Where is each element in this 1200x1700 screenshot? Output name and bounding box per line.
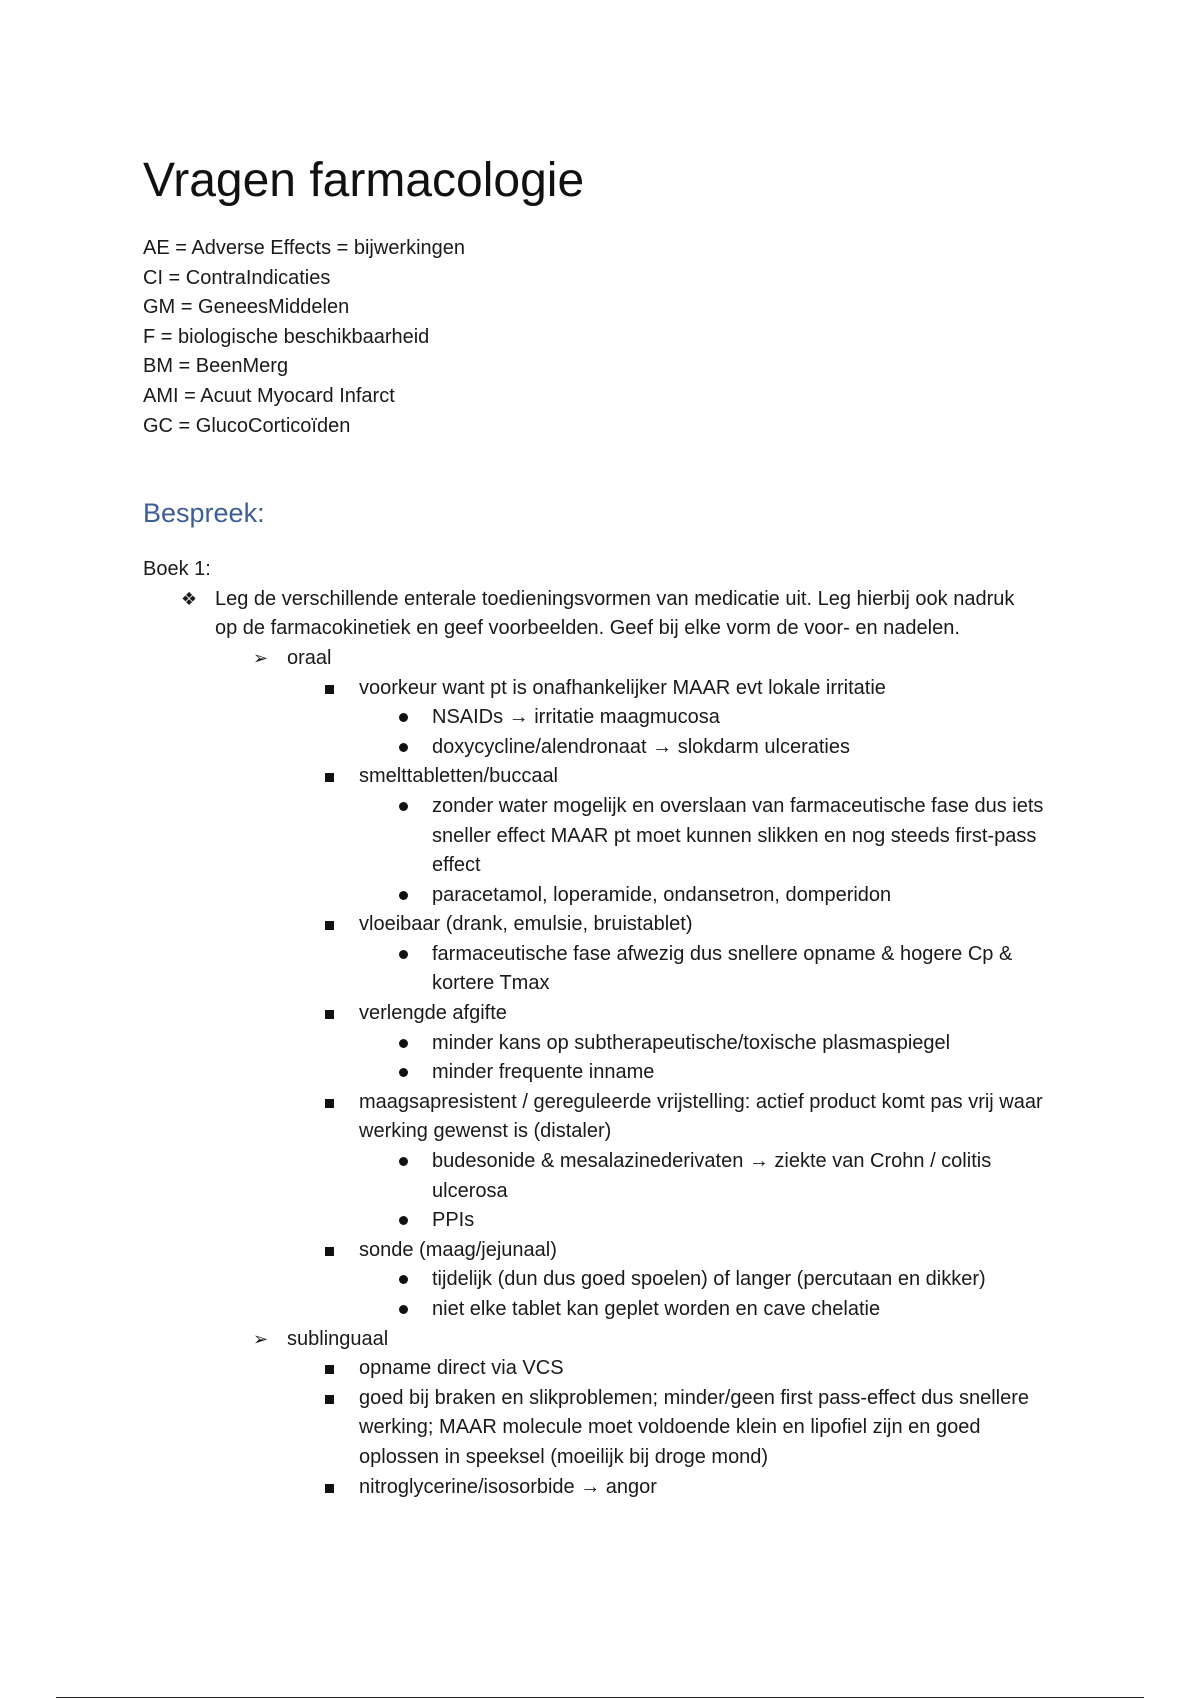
list-item xyxy=(359,674,1059,704)
list-item-oraal xyxy=(253,644,1063,674)
square-bullet-icon xyxy=(325,1395,334,1404)
round-bullet-icon xyxy=(399,1216,408,1225)
round-bullet-icon xyxy=(399,713,408,722)
list-item-text: minder kans op subtherapeutische/toxische plasmaspiegel xyxy=(432,1031,951,1054)
list-item xyxy=(432,1295,1062,1325)
list-item-label: oraal xyxy=(287,646,332,669)
diamond-bullet-icon: ❖ xyxy=(181,588,198,609)
section-heading: Bespreek: xyxy=(143,498,265,529)
list-item-text: sonde (maag/jejunaal) xyxy=(359,1238,557,1261)
round-bullet-icon xyxy=(399,743,408,752)
boek-label: Boek 1: xyxy=(143,558,211,581)
square-bullet-icon xyxy=(325,773,334,782)
list-item xyxy=(359,1384,1059,1473)
list-item xyxy=(432,703,1062,733)
list-item-label: sublinguaal xyxy=(287,1327,389,1350)
abbreviation-ami: AMI = Acuut Myocard Infarct xyxy=(143,384,395,407)
list-item xyxy=(359,762,1059,792)
list-item xyxy=(359,1088,1059,1147)
list-item xyxy=(432,733,1062,763)
list-item-text: niet elke tablet kan geplet worden en cave chelatie xyxy=(432,1298,881,1320)
round-bullet-icon xyxy=(399,891,408,900)
round-bullet-icon xyxy=(399,1039,408,1048)
list-item-text: minder frequente inname xyxy=(432,1061,655,1084)
list-item-text: tijdelijk (dun dus goed spoelen) of langer (percutaan en dikker) xyxy=(432,1268,986,1291)
round-bullet-icon xyxy=(399,1275,408,1284)
round-bullet-icon xyxy=(399,950,408,959)
list-item xyxy=(432,881,1062,911)
round-bullet-icon xyxy=(399,1305,408,1314)
list-item-text: paracetamol, loperamide, ondansetron, domperidon xyxy=(432,883,892,906)
page-divider xyxy=(56,1697,1144,1698)
page-title: Vragen farmacologie xyxy=(143,154,585,207)
list-item xyxy=(432,1206,1062,1236)
arrow-bullet-icon: ➢ xyxy=(253,647,269,668)
list-item-text: goed bij braken en slikproblemen; minder/geen first pass-effect dus snellere werking; MAAR molecule moet voldoende klein en lipofiel zijn en goed oplossen in speeksel (moeilijk bij droge mond) xyxy=(359,1386,1029,1468)
square-bullet-icon xyxy=(325,921,334,930)
round-bullet-icon xyxy=(399,802,408,811)
abbreviation-ae: AE = Adverse Effects = bijwerkingen xyxy=(143,237,466,259)
square-bullet-icon xyxy=(325,1365,334,1374)
question-item xyxy=(181,585,1035,644)
square-bullet-icon xyxy=(325,1247,334,1256)
document-page xyxy=(143,150,1063,1502)
list-item xyxy=(432,1265,1062,1295)
list-item-text: farmaceutische fase afwezig dus snellere opname & hogere Cp & kortere Tmax xyxy=(432,942,1013,995)
list-item-text: vloeibaar (drank, emulsie, bruistablet) xyxy=(359,913,693,936)
list-item-text: nitroglycerine/isosorbide → angor xyxy=(359,1475,657,1498)
list-item-text: verlengde afgifte xyxy=(359,1002,507,1025)
list-item xyxy=(432,940,1062,999)
list-item-text: voorkeur want pt is onafhankelijker MAAR evt lokale irritatie xyxy=(359,676,886,699)
list-item-text: budesonide & mesalazinederivaten → ziekte van Crohn / colitis ulcerosa xyxy=(432,1150,992,1202)
list-item-text: doxycycline/alendronaat → slokdarm ulceraties xyxy=(432,735,850,758)
abbreviation-list xyxy=(143,234,1063,441)
list-item xyxy=(359,1354,1059,1384)
abbreviation-ci: CI = ContraIndicaties xyxy=(143,266,331,289)
list-item-sublinguaal xyxy=(253,1325,1063,1355)
round-bullet-icon xyxy=(399,1157,408,1166)
list-item xyxy=(432,1029,1062,1059)
abbreviation-bm: BM = BeenMerg xyxy=(143,355,289,378)
list-item xyxy=(359,999,1059,1029)
square-bullet-icon xyxy=(325,1099,334,1108)
abbreviation-gc: GC = GlucoCorticoïden xyxy=(143,414,351,437)
abbreviation-gm: GM = GeneesMiddelen xyxy=(143,296,350,319)
list-item-text: maagsapresistent / gereguleerde vrijstelling: actief product komt pas vrij waar werking gewenst is (distaler) xyxy=(359,1090,1043,1143)
list-item-text: NSAIDs → irritatie maagmucosa xyxy=(432,706,720,729)
list-item-text: smelttabletten/buccaal xyxy=(359,765,559,788)
list-item-text: zonder water mogelijk en overslaan van farmaceutische fase dus iets sneller effect MAAR pt moet kunnen slikken en nog steeds first-pass effect xyxy=(432,794,1044,877)
list-item xyxy=(432,792,1062,881)
question-text: Leg de verschillende enterale toedieningsvormen van medicatie uit. Leg hierbij ook nadruk op de farmacokinetiek en geef voorbeelden. Geef bij elke vorm de voor- en nadelen. xyxy=(215,587,1015,640)
list-item xyxy=(432,1147,1062,1206)
list-item-text: PPIs xyxy=(432,1209,475,1232)
square-bullet-icon xyxy=(325,1010,334,1019)
square-bullet-icon xyxy=(325,685,334,694)
abbreviation-f: F = biologische beschikbaarheid xyxy=(143,325,430,348)
list-item xyxy=(359,1236,1059,1266)
list-item xyxy=(359,910,1059,940)
list-item-text: opname direct via VCS xyxy=(359,1357,564,1380)
round-bullet-icon xyxy=(399,1068,408,1077)
arrow-bullet-icon: ➢ xyxy=(253,1328,269,1349)
list-item xyxy=(432,1058,1062,1088)
list-item xyxy=(359,1473,1059,1503)
square-bullet-icon xyxy=(325,1484,334,1493)
